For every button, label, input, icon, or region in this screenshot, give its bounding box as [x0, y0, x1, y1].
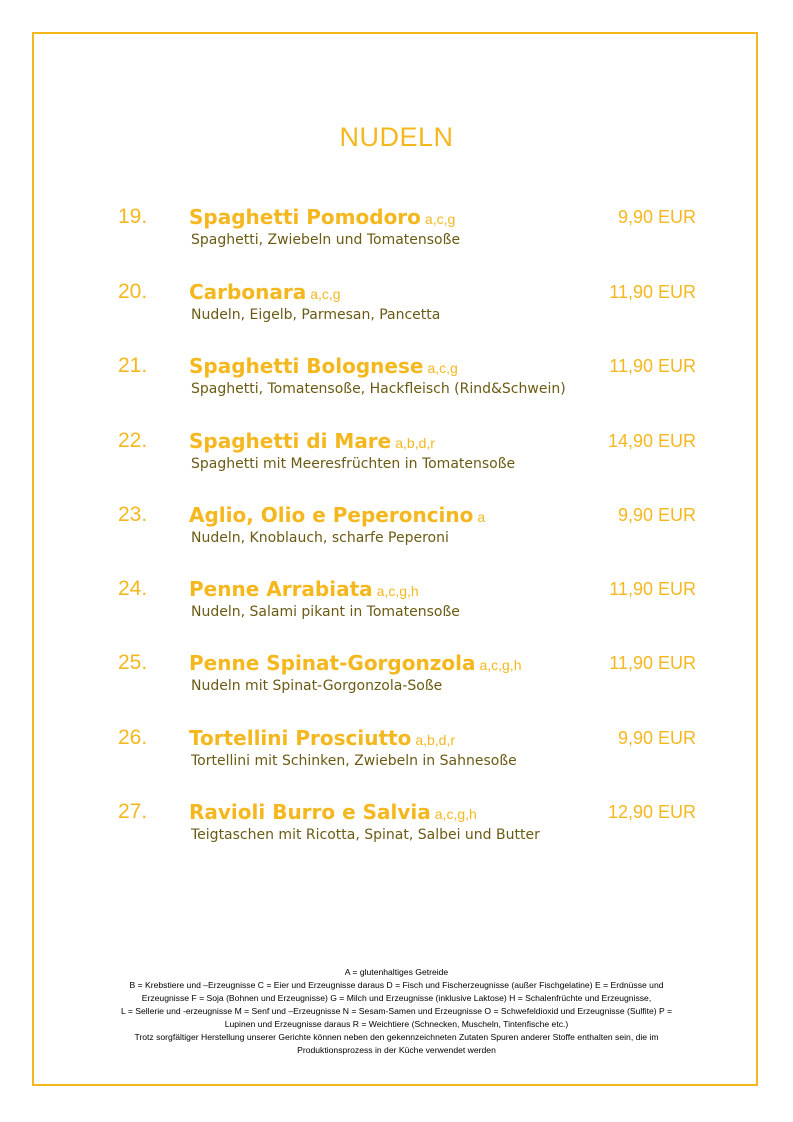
item-name-wrapper [189, 800, 477, 824]
menu-item [0, 429, 793, 489]
menu-item [0, 651, 793, 711]
menu-item [0, 280, 793, 340]
item-allergens: a,b,d,r [395, 435, 435, 451]
item-price: 14,90 EUR [607, 431, 696, 451]
menu-item [0, 726, 793, 786]
menu-item [0, 205, 793, 265]
item-price: 9,90 EUR [617, 505, 696, 525]
item-name: Penne Arrabiata [189, 577, 373, 601]
item-price: 12,90 EUR [607, 802, 696, 822]
item-allergens: a [477, 509, 486, 525]
menu-item [0, 354, 793, 414]
item-price: 9,90 EUR [617, 728, 696, 748]
item-allergens: a,c,g,h [434, 806, 477, 822]
item-price: 11,90 EUR [609, 579, 696, 599]
allergen-legend [90, 966, 703, 1057]
item-name: Spaghetti Pomodoro [189, 205, 421, 229]
item-price: 9,90 EUR [617, 207, 696, 227]
item-description: Nudeln, Eigelb, Parmesan, Pancetta [191, 307, 441, 323]
legend-line: Lupinen und Erzeugnisse daraus R = Weichtiere (Schnecken, Muscheln, Tintenfische etc.) [224, 1019, 569, 1029]
item-name-wrapper [189, 503, 485, 527]
item-number: 21. [118, 354, 148, 377]
item-allergens: a,b,d,r [415, 732, 456, 748]
legend-line: Erzeugnisse F = Soja (Bohnen und Erzeugnisse) G = Milch und Erzeugnisse (inklusive Laktose) H = Schalenfrüchte und Erzeugnisse, [141, 993, 652, 1003]
item-allergens: a,c,g [310, 286, 341, 302]
item-number: 26. [118, 726, 148, 749]
item-allergens: a,c,g [427, 360, 458, 376]
legend-line: Produktionsprozess in der Küche verwendet werden [297, 1045, 496, 1055]
item-description: Tortellini mit Schinken, Zwiebeln in Sahnesoße [191, 753, 517, 769]
legend-line: L = Sellerie und -erzeugnisse M = Senf und –Erzeugnisse N = Sesam-Samen und Erzeugnisse O = Schwefeldioxid und Erzeugnisse (Sulfite) P = [120, 1006, 673, 1016]
item-number: 25. [118, 651, 148, 674]
item-name: Carbonara [189, 280, 307, 304]
item-allergens: a,c,g,h [479, 657, 522, 673]
item-name-wrapper [189, 354, 458, 378]
item-name-wrapper [189, 651, 521, 675]
item-number: 20. [118, 280, 148, 303]
legend-line: B = Krebstiere und –Erzeugnisse C = Eier und Erzeugnisse daraus D = Fisch und Fischerzeugnisse (außer Fischgelatine) E = Erdnüsse und [129, 980, 664, 990]
item-name: Spaghetti Bolognese [189, 354, 424, 378]
page-title: NUDELN [339, 122, 454, 152]
item-description: Spaghetti, Tomatensoße, Hackfleisch (Rind&Schwein) [191, 381, 566, 397]
item-price: 11,90 EUR [609, 282, 696, 302]
item-description: Spaghetti, Zwiebeln und Tomatensoße [191, 232, 461, 248]
item-name: Spaghetti di Mare [189, 429, 392, 453]
item-number: 23. [118, 503, 148, 526]
item-description: Nudeln mit Spinat-Gorgonzola-Soße [191, 678, 443, 694]
menu-item [0, 577, 793, 637]
item-description: Nudeln, Salami pikant in Tomatensoße [191, 604, 460, 620]
item-description: Nudeln, Knoblauch, scharfe Peperoni [191, 530, 449, 546]
item-name: Penne Spinat-Gorgonzola [189, 651, 476, 675]
item-number: 24. [118, 577, 148, 600]
menu-item [0, 503, 793, 563]
item-number: 27. [118, 800, 148, 823]
item-name-wrapper [189, 577, 419, 601]
item-description: Spaghetti mit Meeresfrüchten in Tomatensoße [191, 456, 516, 472]
item-name-wrapper [189, 429, 435, 453]
item-allergens: a,c,g [424, 211, 456, 227]
item-name: Tortellini Prosciutto [189, 726, 412, 750]
item-number: 22. [118, 429, 148, 452]
menu-item [0, 800, 793, 860]
item-name: Ravioli Burro e Salvia [189, 800, 431, 824]
item-description: Teigtaschen mit Ricotta, Spinat, Salbei und Butter [191, 827, 540, 843]
item-price: 11,90 EUR [609, 653, 696, 673]
item-number: 19. [118, 205, 148, 228]
item-name-wrapper [189, 280, 341, 304]
item-name-wrapper [189, 205, 455, 229]
item-name-wrapper [189, 726, 455, 750]
item-name: Aglio, Olio e Peperoncino [189, 503, 474, 527]
item-allergens: a,c,g,h [376, 583, 419, 599]
legend-line: Trotz sorgfältiger Herstellung unserer Gerichte können neben den gekennzeichneten Zutaten Spuren anderer Stoffe enthalten sein, die im [134, 1032, 659, 1042]
item-price: 11,90 EUR [609, 356, 696, 376]
legend-line: A = glutenhaltiges Getreide [344, 967, 449, 977]
